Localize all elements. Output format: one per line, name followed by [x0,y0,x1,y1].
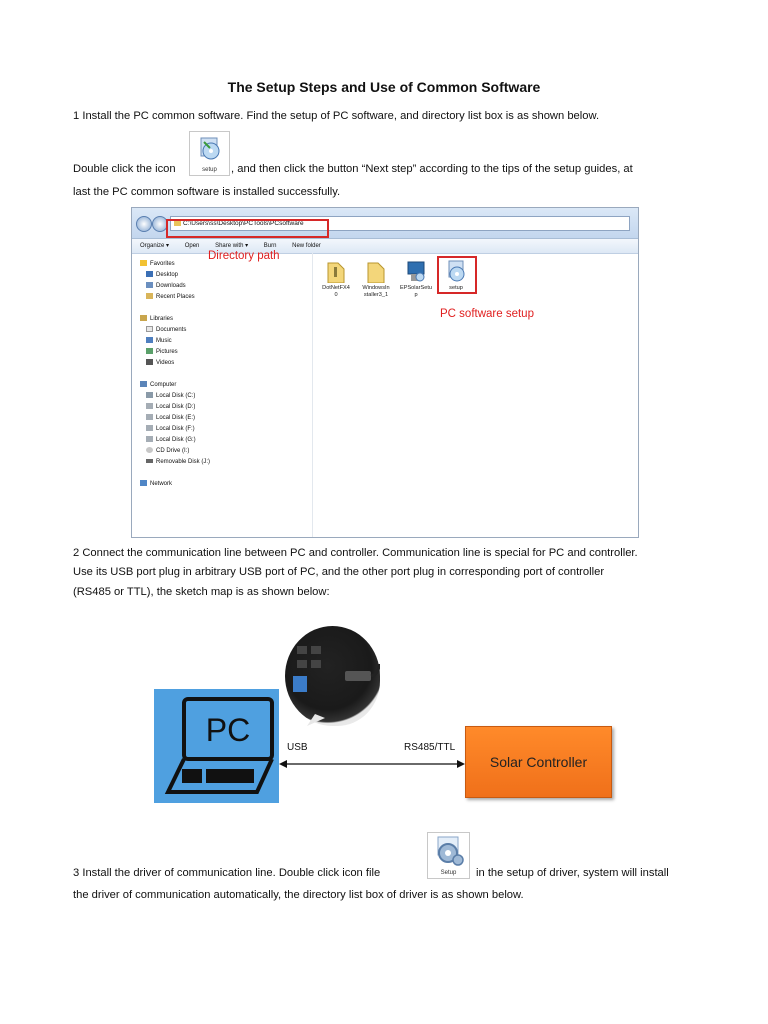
documents-icon [146,326,153,332]
driver-setup-icon-caption: Setup [440,870,457,876]
nav-label: Local Disk (F:) [156,426,195,432]
nav-label: Removable Disk (J:) [156,459,211,465]
nav-label: Local Disk (E:) [156,415,196,421]
driver-setup-icon[interactable] [427,832,470,879]
nav-documents[interactable] [146,326,186,334]
nav-label: Network [150,481,173,487]
page-title: The Setup Steps and Use of Common Software [227,79,541,95]
nav-label: Libraries [150,316,174,322]
nav-label: Local Disk (D:) [156,404,196,410]
nav-label: Videos [156,360,175,366]
file-label: setup [449,285,463,291]
nav-label: Documents [156,327,187,333]
nav-disk-e[interactable] [146,414,195,422]
disk-icon [146,392,153,398]
file-label: staller3_1 [363,292,389,298]
nav-label: Music [156,338,172,344]
nav-label: CD Drive (I:) [156,448,190,454]
nav-disk-d[interactable] [146,403,195,411]
star-icon [140,260,147,266]
step2-line3: (RS485 or TTL), the sketch map is as shown below: [73,586,330,598]
nav-disk-f[interactable] [146,425,195,433]
nav-label: Local Disk (G:) [156,437,196,443]
libraries-icon [140,315,147,321]
file-label: WindowsIn [362,285,390,291]
setup-highlight [437,256,477,294]
nav-libraries[interactable] [140,315,173,323]
rs485-label: RS485/TTL [404,742,456,753]
step1-line2-after: , and then click the button “Next step” according to the tips of the setup guides, at [231,163,633,175]
nav-favorites[interactable] [140,260,175,268]
setup-icon-caption: setup [202,167,217,173]
step3-line1-before: 3 Install the driver of communication line. Double click icon file [73,867,381,879]
connection-arrow [279,757,465,771]
laptop-icon [154,689,279,803]
nav-label: Recent Places [156,294,195,300]
pc-software-setup-label: PC software setup [440,308,534,320]
disk-icon [146,436,153,442]
nav-computer[interactable] [140,381,176,389]
open-button[interactable]: Open [184,243,200,249]
pictures-icon [146,348,153,354]
music-icon [146,337,153,343]
cd-drive-icon [146,447,153,453]
nav-label: Favorites [150,261,175,267]
recent-places-icon [146,293,153,299]
installer-icon [405,259,427,283]
file-label: DotNetFX4 [322,285,350,291]
solar-controller-box [465,726,612,798]
address-text: C:\Users\ss\Desktop\PCTools\PCsoftware [183,220,304,227]
step1-line1: 1 Install the PC common software. Find the setup of PC software, and directory list box is as shown below. [73,110,600,122]
file-label: p [414,292,418,298]
setup-icon[interactable] [189,131,230,176]
navigation-pane [132,253,313,537]
nav-disk-g[interactable] [146,436,196,444]
back-button[interactable] [136,216,152,232]
nav-label: Computer [150,382,177,388]
organize-button[interactable]: Organize ▾ [140,243,170,249]
usb-label: USB [287,742,308,753]
file-windowsinstaller[interactable] [359,259,393,299]
file-dotnetfx40[interactable] [319,259,353,299]
nav-recent[interactable] [146,293,195,301]
file-label: EPSolarSetu [399,285,433,291]
nav-label: Downloads [156,283,186,289]
nav-label: Pictures [156,349,178,355]
step3-line1-after: in the setup of driver, system will install [476,867,669,879]
nav-network[interactable] [140,480,172,488]
nav-removable[interactable] [146,458,210,466]
folder-icon [365,259,387,283]
disk-icon [146,403,153,409]
directory-path-label: Directory path [208,250,280,262]
step1-line3: last the PC common software is installed successfully. [73,186,341,198]
step2-line2: Use its USB port plug in arbitrary USB port of PC, and the other port plug in corresponding port of controller [73,566,605,578]
share-button[interactable]: Share with ▾ [215,243,249,249]
downloads-icon [146,282,153,288]
file-list [313,253,638,537]
nav-label: Desktop [156,272,179,278]
file-label: 0 [334,292,338,298]
nav-cd-drive[interactable] [146,447,189,455]
nav-downloads[interactable] [146,282,186,290]
removable-disk-icon [146,459,153,463]
gear-icon [428,833,469,869]
nav-label: Local Disk (C:) [156,393,196,399]
videos-icon [146,359,153,365]
burn-button[interactable]: Burn [263,243,277,249]
pc-text: PC [205,712,251,748]
pc-illustration [154,689,279,803]
step3-line2: the driver of communication automatically, the directory list box of driver is as shown below. [73,889,524,901]
network-icon [140,480,147,486]
disk-icon [146,414,153,420]
folder-zip-icon [325,259,347,283]
desktop-icon [146,271,153,277]
new-folder-button[interactable]: New folder [292,243,321,249]
disk-icon [146,425,153,431]
nav-pictures[interactable] [146,348,178,356]
computer-icon [140,381,147,387]
nav-desktop[interactable] [146,271,178,279]
nav-videos[interactable] [146,359,174,367]
step1-line2-before: Double click the icon [73,163,176,175]
solar-controller-label: Solar Controller [489,754,588,770]
setup-disc-icon [190,132,229,166]
usb-plug-icon [285,626,380,726]
nav-disk-c[interactable] [146,392,195,400]
usb-port-photo [285,626,380,726]
nav-music[interactable] [146,337,172,345]
file-epsolarsetup[interactable] [399,259,433,299]
step2-line1: 2 Connect the communication line between PC and controller. Communication line is special for PC and controller. [73,547,638,559]
address-highlight [166,219,329,238]
